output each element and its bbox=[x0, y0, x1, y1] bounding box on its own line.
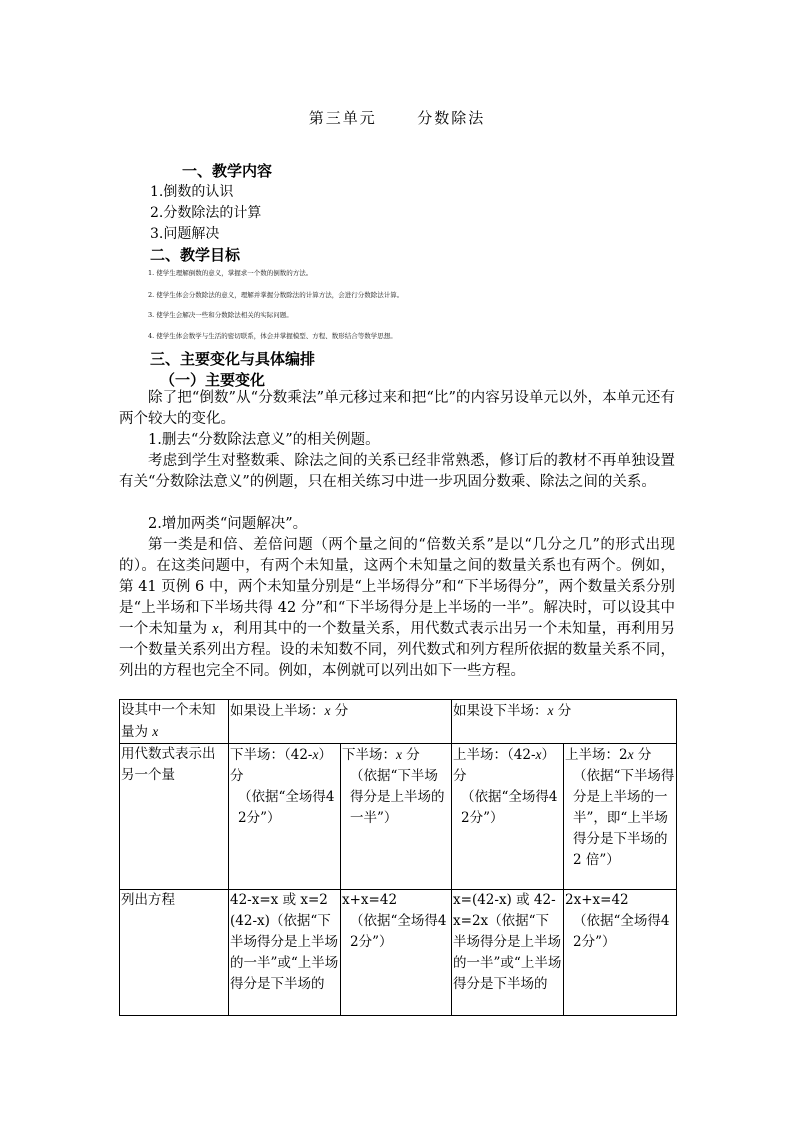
variable-x: x bbox=[324, 703, 331, 718]
variable-x: x bbox=[627, 747, 634, 762]
table-cell-label: 用代数式表示出另一个量 bbox=[120, 744, 229, 890]
cell-text: ）分 bbox=[453, 747, 556, 784]
table-cell bbox=[564, 890, 677, 1016]
content-item-1: 1.倒数的认识 bbox=[150, 184, 234, 200]
goal-item-3: 3. 使学生会解决一些和分数除法相关的实际问题。 bbox=[148, 311, 293, 319]
section3-subheading: （一）主要变化 bbox=[160, 371, 266, 389]
variable-x: x bbox=[547, 703, 554, 718]
cell-text: 下半场： bbox=[342, 747, 396, 763]
table-cell-header-label bbox=[120, 700, 229, 744]
variable-x: x bbox=[396, 747, 402, 762]
variable-x: x bbox=[535, 747, 542, 762]
table-cell: 42-x=x 或 x=2(42-x)（依据“下半场得分是上半场的一半”或“上半场得分是下半场的 bbox=[229, 890, 341, 1016]
paragraph-text-part: 第一类是和倍、差倍问题（两个量之间的“倍数关系”是以“几分之几”的形式出现的）。在这类问题中，有两个未知量，这两个未知量之间的数量关系也有两个。例如，第 41 页例 6 中，两个未知量分别是“上半场得分”和“下半场得分”，两个数量关系分别是“上半场和下半场共得 42 分”和“下半场得分是上半场的一半”。解决时，可以设其中一个未知量为 bbox=[119, 537, 675, 637]
paragraph-intro: 除了把“倒数”从“分数乘法”单元移过来和把“比”的内容另设单元以外，本单元还有两个较大的变化。 bbox=[119, 390, 675, 427]
goal-item-1: 1. 使学生理解倒数的意义，掌握求一个数的倒数的方法。 bbox=[148, 269, 313, 277]
cell-text: 上半场：2 bbox=[565, 747, 628, 763]
variable-x: x bbox=[212, 621, 219, 637]
page-title: 第三单元 分数除法 bbox=[308, 109, 486, 127]
content-item-2: 2.分数除法的计算 bbox=[150, 205, 262, 221]
cell-text: 如果设上半场： bbox=[230, 703, 325, 719]
table-cell-label: 列出方程 bbox=[120, 890, 229, 1016]
paragraph-change-2-detail bbox=[119, 535, 675, 682]
table-row bbox=[120, 744, 677, 890]
table-cell-header-upper bbox=[229, 700, 452, 744]
cell-note: （依据“下半场得分是上半场的一半”） bbox=[350, 768, 445, 826]
paragraph-change-1-detail: 考虑到学生对整数乘、除法之间的关系已经非常熟悉，修订后的教材不再单独设置有关“分数除法意义”的例题，只在相关练习中进一步巩固分数乘、除法之间的关系。 bbox=[119, 453, 675, 490]
variable-x: x bbox=[312, 747, 319, 762]
equation-table bbox=[119, 699, 677, 1016]
paragraph-change-1: 1.删去“分数除法意义”的相关例题。 bbox=[148, 432, 380, 448]
cell-text: 如果设下半场： bbox=[453, 703, 548, 719]
table-cell bbox=[229, 744, 341, 890]
paragraph-text-part: ，利用其中的一个数量关系，用代数式表示出另一个未知量，再利用另一个数量关系列出方程。设的未知数不同，列代数式和列方程所依据的数量关系不同，列出的方程也完全不同。例如，本例就可以列出如下一些方程。 bbox=[119, 621, 676, 679]
section1-heading: 一、教学内容 bbox=[182, 162, 273, 180]
cell-text: 上半场：（42- bbox=[453, 747, 536, 763]
table-cell bbox=[341, 744, 452, 890]
table-cell bbox=[564, 744, 677, 890]
paragraph-change-2: 2.增加两类“问题解决”。 bbox=[148, 516, 308, 532]
table-row bbox=[120, 890, 677, 1016]
goal-item-4: 4. 使学生体会数学与生活的密切联系，体会并掌握模型、方程、数形结合等数学思想。 bbox=[148, 332, 397, 340]
cell-note: （依据“下半场得分是上半场的一半”，即“上半场得分是下半场的 2 倍”） bbox=[573, 768, 675, 868]
table-cell: x=(42-x) 或 42-x=2x（依据“下半场得分是上半场的一半”或“上半场得分是下半场的 bbox=[452, 890, 564, 1016]
cell-text: 下半场：（42- bbox=[230, 747, 313, 763]
section3-heading: 三、主要变化与具体编排 bbox=[150, 350, 316, 368]
table-cell bbox=[452, 744, 564, 890]
cell-note: （依据“全场得42分”） bbox=[461, 789, 558, 826]
table-cell-header-lower bbox=[452, 700, 677, 744]
section2-heading: 二、教学目标 bbox=[150, 246, 241, 264]
variable-x: x bbox=[152, 724, 159, 739]
cell-text: 分 bbox=[633, 747, 652, 763]
goal-item-2: 2. 使学生体会分数除法的意义，理解并掌握分数除法的计算方法，会进行分数除法计算。 bbox=[148, 291, 404, 299]
cell-text: 分 bbox=[553, 703, 572, 719]
cell-text: 分 bbox=[402, 747, 420, 763]
cell-note: （依据“全场得42分”） bbox=[350, 913, 447, 950]
cell-text: 设其中一个未知量为 bbox=[121, 702, 216, 740]
cell-text: 分 bbox=[330, 703, 349, 719]
cell-text: ）分 bbox=[230, 747, 332, 784]
cell-note: （依据“全场得42分”） bbox=[573, 913, 670, 950]
cell-note: （依据“全场得42分”） bbox=[238, 789, 335, 826]
content-item-3: 3.问题解决 bbox=[150, 226, 220, 242]
cell-text: 2x+x=42 bbox=[565, 892, 629, 908]
table-row bbox=[120, 700, 677, 744]
cell-text: x+x=42 bbox=[342, 892, 398, 908]
table-cell bbox=[341, 890, 452, 1016]
